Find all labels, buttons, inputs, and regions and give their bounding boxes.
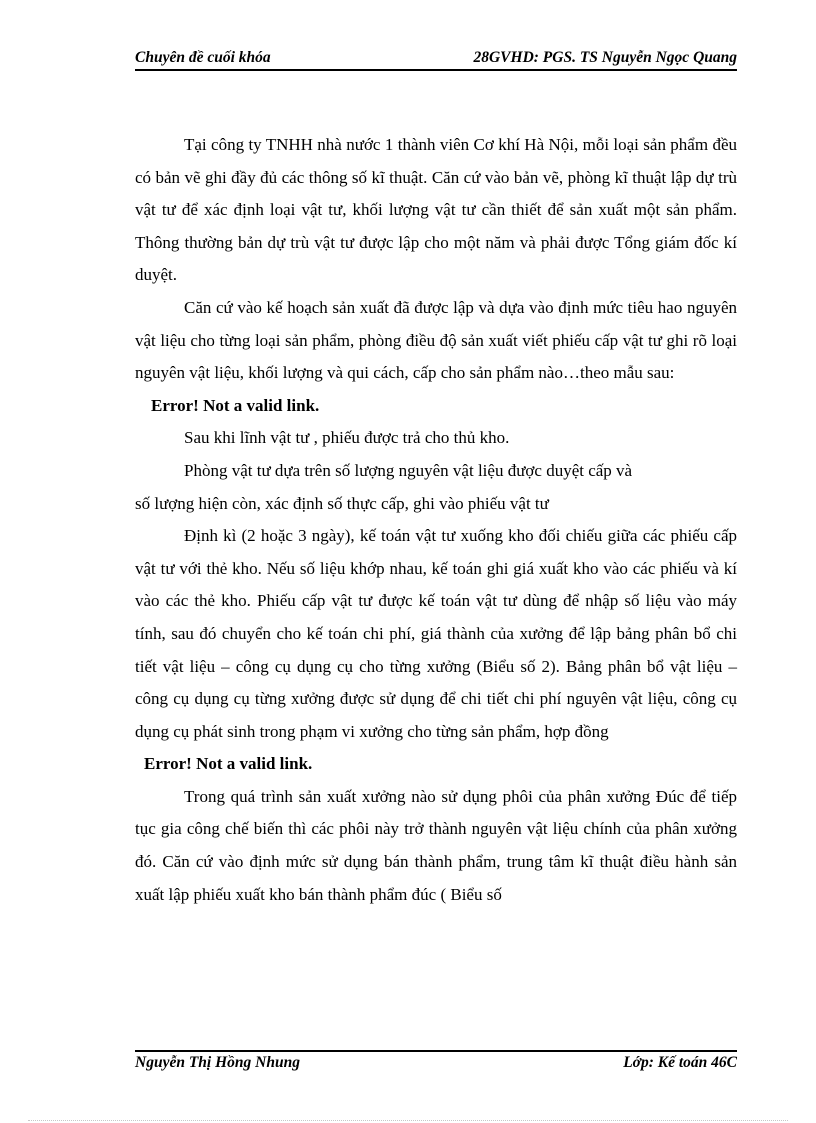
footer-class: Lớp: Kế toán 46C <box>623 1054 737 1071</box>
footer-divider <box>135 1050 737 1052</box>
document-body <box>135 129 737 911</box>
header-divider <box>135 69 737 71</box>
error-link-placeholder: Error! Not a valid link. <box>144 754 313 774</box>
page-bottom-edge <box>28 1120 788 1121</box>
header-course-title: Chuyên đề cuối khóa <box>135 49 271 66</box>
footer-author: Nguyễn Thị Hồng Nhung <box>135 1054 300 1071</box>
paragraph-supply-dept: Phòng vật tư dựa trên số lượng nguyên vật liệu được duyệt cấp và <box>184 460 633 480</box>
header-supervisor: 28GVHD: PGS. TS Nguyễn Ngọc Quang <box>473 49 737 66</box>
paragraph-receipt: Sau khi lĩnh vật tư , phiếu được trả cho thủ kho. <box>184 428 510 448</box>
paragraph-production-plan: Căn cứ vào kế hoạch sản xuất đã được lập và dựa vào định mức tiêu hao nguyên vật liệu cho từng loại sản phẩm, phòng điều độ sản xuất viết phiếu cấp vật tư ghi rõ loại nguyên vật liệu, khối lượng và qui cách, cấp cho sản phẩm nào…theo mẫu sau: <box>135 297 737 383</box>
paragraph-periodic-check: Định kì (2 hoặc 3 ngày), kế toán vật tư xuống kho đối chiếu giữa các phiếu cấp vật tư với thẻ kho. Nếu số liệu khớp nhau, kế toán ghi giá xuất kho vào các phiếu và kí vào các thẻ kho. Phiếu cấp vật tư được kế toán vật tư dùng để nhập số liệu vào máy tính, sau đó chuyển cho kế toán chi phí, giá thành của xưởng để lập bảng phân bổ chi tiết vật liệu – công cụ dụng cụ cho từng xưởng (Biểu số 2). Bảng phân bổ vật liệu – công cụ dụng cụ từng xưởng được sử dụng để chi tiết chi phí nguyên vật liệu, công cụ dụng cụ phát sinh trong phạm vi xưởng cho từng sản phẩm, hợp đồng <box>135 526 737 741</box>
error-link-placeholder: Error! Not a valid link. <box>151 395 320 415</box>
paragraph-intro: Tại công ty TNHH nhà nước 1 thành viên Cơ khí Hà Nội, mỗi loại sản phẩm đều có bản vẽ ghi đầy đủ các thông số kĩ thuật. Căn cứ vào bản vẽ, phòng kĩ thuật lập dự trù vật tư để xác định loại vật tư, khối lượng vật tư cần thiết để sản xuất một sản phẩm. Thông thường bản dự trù vật tư được lập cho một năm và phải được Tổng giám đốc kí duyệt. <box>135 135 737 285</box>
page-header <box>135 47 737 71</box>
paragraph-supply-dept-cont: số lượng hiện còn, xác định số thực cấp, ghi vào phiếu vật tư <box>135 493 549 513</box>
paragraph-casting-workshop: Trong quá trình sản xuất xưởng nào sử dụng phôi của phân xưởng Đúc để tiếp tục gia công chế biến thì các phôi này trở thành nguyên vật liệu chính của phân xưởng đó. Căn cứ vào định mức sử dụng bán thành phẩm, trung tâm kĩ thuật điều hành sản xuất lập phiếu xuất kho bán thành phẩm đúc ( Biểu số <box>135 786 737 904</box>
